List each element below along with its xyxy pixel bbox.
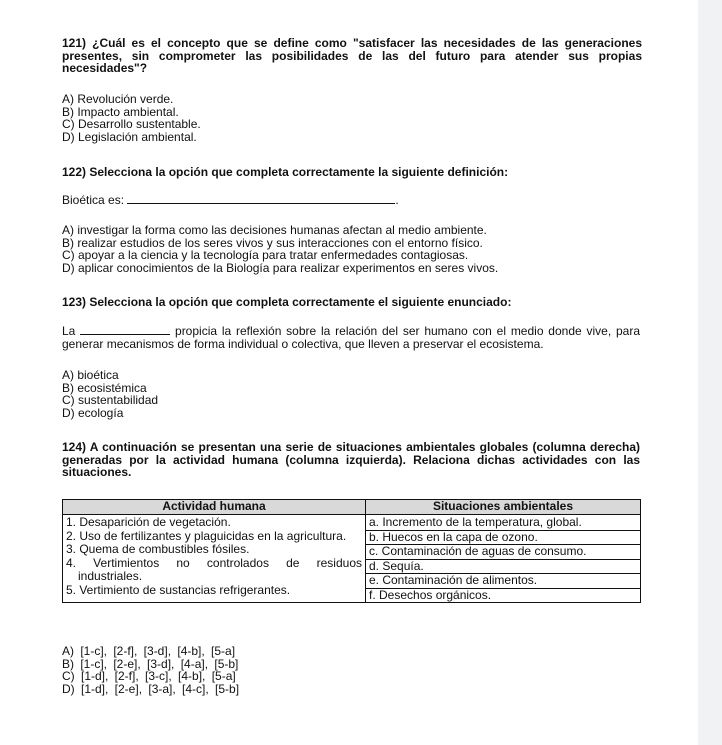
question-123-title: 123) Selecciona la opción que completa correctamente el siguiente enunciado: <box>62 295 512 309</box>
option-121-c[interactable]: C) Desarrollo sustentable. <box>62 117 201 131</box>
question-121-title: 121) ¿Cuál es el concepto que se define como "satisfacer las necesidades de las generaciones presentes, sin comprometer las posibilidades de las del futuro para atender sus propias necesidades"? <box>62 36 642 75</box>
matching-table <box>62 499 641 603</box>
question-123-options <box>62 369 158 419</box>
answer-blank-123 <box>80 334 170 335</box>
activity-column <box>63 515 366 603</box>
table-header-activity: Actividad humana <box>63 500 366 515</box>
activity-item-1: 1. Desaparición de vegetación. <box>66 515 231 529</box>
question-122-title: 122) Selecciona la opción que completa correctamente la siguiente definición: <box>62 165 509 179</box>
question-124-options <box>62 645 239 695</box>
option-122-d[interactable]: D) aplicar conocimientos de la Biología para realizar experimentos en seres vivos. <box>62 260 499 275</box>
question-123-statement <box>62 325 640 350</box>
option-122-b[interactable]: B) realizar estudios de los seres vivos y sus interacciones con el entorno físico. <box>62 235 483 250</box>
option-124-a[interactable]: A) [1-c], [2-f], [3-d], [4-b], [5-a] <box>62 644 236 658</box>
scrollbar-track[interactable] <box>698 0 722 745</box>
activity-item-4 <box>66 557 362 584</box>
activity-item-5: 5. Vertimiento de sustancias refrigerantes. <box>66 582 291 597</box>
option-124-b[interactable]: B) [1-c], [2-e], [3-d], [4-a], [5-b] <box>62 656 239 671</box>
activity-item-2-text: 2. Uso de fertilizantes y plaguicidas en la agricultura. <box>66 528 347 543</box>
activity-item-2 <box>66 530 362 544</box>
option-122-a[interactable]: A) investigar la forma como las decisiones humanas afectan al medio ambiente. <box>62 223 487 237</box>
activity-item-4-text: 4. Vertimientos no controlados de residuos industriales. <box>66 555 362 583</box>
option-124-c[interactable]: C) [1-d], [2-f], [3-c], [4-b], [5-a] <box>62 669 236 683</box>
statement-122-suffix: . <box>395 193 399 207</box>
option-123-d[interactable]: D) ecología <box>62 405 124 420</box>
option-123-a[interactable]: A) bioética <box>62 368 119 382</box>
statement-123-suffix: propicia la reflexión sobre la relación del ser humano con el medio donde vive, para generar mecanismos de forma individual o colectiva, que lleven a preservar el ecosistema. <box>62 324 640 351</box>
situation-item-a <box>366 515 640 531</box>
option-123-c[interactable]: C) sustentabilidad <box>62 393 159 407</box>
situation-item-c-text: c. Contaminación de aguas de consumo. <box>369 544 587 558</box>
table-header-situations: Situaciones ambientales <box>366 500 641 515</box>
option-123-b[interactable]: B) ecosistémica <box>62 380 147 395</box>
situation-item-b: b. Huecos en la capa de ozono. <box>366 531 640 546</box>
question-122-statement <box>62 194 642 207</box>
situation-item-e: e. Contaminación de alimentos. <box>366 574 640 589</box>
situation-column <box>366 515 641 603</box>
situation-item-d: d. Sequía. <box>366 560 640 575</box>
situation-item-f: f. Desechos orgánicos. <box>369 587 492 602</box>
option-122-c[interactable]: C) apoyar a la ciencia y la tecnología para tratar enfermedades contagiosas. <box>62 248 469 262</box>
question-122-options <box>62 224 498 274</box>
situation-item-c <box>366 545 640 560</box>
activity-item-3: 3. Quema de combustibles fósiles. <box>66 542 250 556</box>
option-124-d[interactable]: D) [1-d], [2-e], [3-a], [4-c], [5-b] <box>62 681 240 696</box>
statement-122-prefix: Bioética es: <box>62 193 125 207</box>
question-121-options <box>62 93 201 143</box>
option-121-d[interactable]: D) Legislación ambiental. <box>62 129 197 144</box>
option-121-b[interactable]: B) Impacto ambiental. <box>62 104 179 119</box>
situation-item-a-text: a. Incremento de la temperatura, global. <box>369 515 582 529</box>
option-121-a[interactable]: A) Revolución verde. <box>62 92 174 106</box>
question-124-title: 124) A continuación se presentan una serie de situaciones ambientales globales (columna derecha) generadas por la actividad humana (columna izquierda). Relaciona dichas actividades con las situaciones. <box>62 440 640 479</box>
statement-123-prefix: La <box>62 324 76 338</box>
answer-blank-122 <box>127 203 395 204</box>
